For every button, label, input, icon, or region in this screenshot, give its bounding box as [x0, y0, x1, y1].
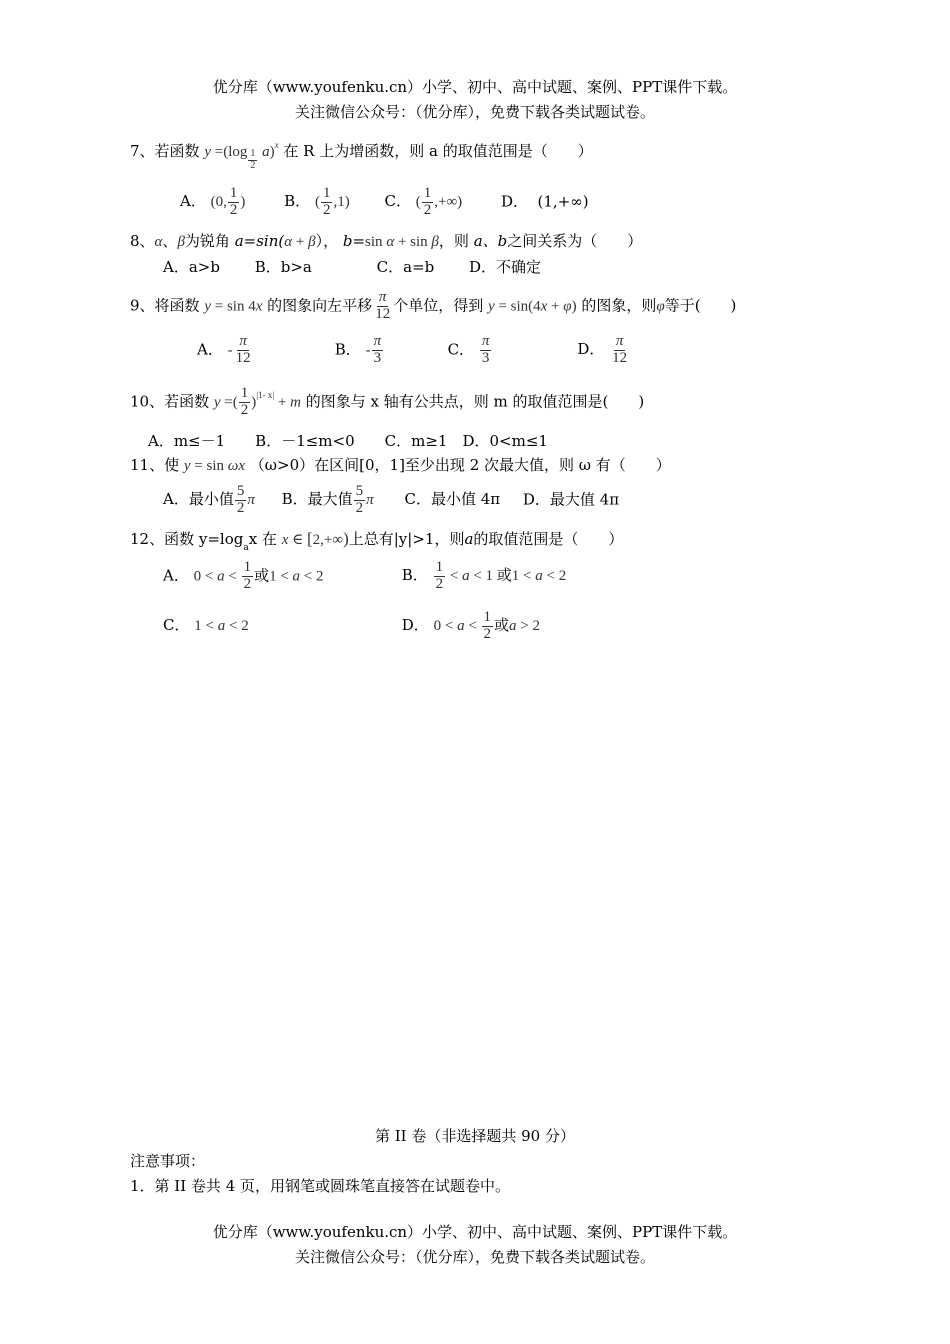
q9-mid-3: 的图象，则 [581, 296, 657, 315]
q8-stem-g: a、b [473, 232, 508, 250]
question-10: 10、若函数 y =( $\frac{1}{2}$ )$^{|1- x|}$ + m 的图象与 x 轴有公共点，则 m 的取值范围是( ) [130, 385, 645, 418]
section-2-title: 第 II 卷（非选择题共 90 分） [374, 1127, 575, 1145]
q10-options: A．m≤－1 B．－1≤m<0 C．m≥1 D．0<m≤1 [148, 432, 548, 450]
q11-option-d: D．最大值 4π [522, 490, 620, 509]
q12-or-a: 或 [254, 566, 270, 585]
q9-options: A． - $\frac{\pi}{12}$ B． - $\frac{\pi}{3}$ C． $\frac{\pi}{3}$ D． $\frac{\pi}{12}$ [197, 333, 628, 366]
q8-stem-c: a=sin( [234, 232, 285, 250]
q11-mid: （ω>0）在区间[0，1]至少出现 2 次最大值，则 ω 有（ ） [249, 456, 671, 474]
q12-or-d: 或 [494, 616, 510, 635]
question-8: 8、α、β为锐角 a=sin(α + β）， b=sin α + sin β，则 a、b之间关系为（ ） [130, 232, 643, 250]
q9-number: 9、将函数 [130, 296, 200, 315]
q11-option-a: A．最小值 [163, 490, 234, 509]
q8-options [163, 256, 541, 277]
q11-option-b: B．最大值 [281, 490, 353, 509]
header-line-2: 关注微信公众号：（优分库），免费下载各类试题试卷。 [294, 103, 655, 121]
question-12: 12、函数 $y=\log_ax$ 在 x ∈ [2,+∞)上总有|y|>1，则a的取值范围是（ ） [130, 529, 624, 553]
q7-option-c-label: C． [384, 192, 411, 211]
section-2-item-1: 1．第 II 卷共 4 页，用钢笔或圆珠笔直接答在试题卷中。 [130, 1177, 511, 1195]
q12-options-row-2: C． 1 < a < 2 D． 0 < a < $\frac{1}{2}$ 或a > 2 [163, 609, 541, 642]
q12-option-d-label: D． [401, 616, 429, 635]
q7-option-d-label: D． [500, 192, 528, 211]
q8-option-d: D．不确定 [469, 258, 542, 276]
q8-stem-b: 为锐角 [184, 232, 230, 250]
q12-log-base: a [243, 543, 249, 553]
q12-option-b-label: B． [401, 566, 428, 585]
q9-option-d-label: D． [577, 340, 605, 359]
q8-number: 8、 [130, 232, 155, 250]
q8-stem-e: b= [342, 232, 366, 250]
q11-option-c: C．最小值 4π [404, 490, 501, 509]
header-line-1: 优分库（www.youfenku.cn）小学、初中、高中试题、案例、PPT课件下载。 [212, 78, 738, 96]
q9-option-a-label: A． [197, 340, 223, 359]
q7-option-b-label: B． [284, 192, 311, 211]
q12-var-a: a [464, 530, 474, 548]
q7-stem-text: 在 R 上为增函数，则 a 的取值范围是（ ） [283, 142, 593, 160]
q12-number: 12、函数 y=log [130, 530, 244, 548]
section-2-notice: 注意事项： [130, 1152, 206, 1170]
q9-option-c-label: C． [447, 340, 475, 359]
q8-option-b: B．b>a [254, 258, 312, 276]
q8-option-c: C．a=b [376, 258, 435, 276]
q8-stem-d: ）， [315, 232, 339, 250]
q7-option-a-label: A． [180, 192, 206, 211]
q8-option-a: A．a>b [163, 258, 220, 276]
q12-option-a-label: A． [163, 566, 189, 585]
q9-end: 等于( ) [664, 296, 737, 315]
q7-formula: y [204, 144, 211, 160]
footer-line-1: 优分库（www.youfenku.cn）小学、初中、高中试题、案例、PPT课件下载。 [212, 1223, 738, 1241]
q12-mid-2: 上总有|y|>1，则 [348, 530, 465, 548]
q12-mid-1: x 在 [248, 530, 277, 548]
q8-stem-h: 之间关系为（ ） [507, 232, 643, 250]
q10-number: 10、若函数 [130, 392, 210, 411]
q9-mid-2: 个单位，得到 [393, 296, 484, 315]
q7-option-d-value: (1,+∞) [537, 192, 589, 211]
question-9: 9、将函数 y = sin 4x 的图象向左平移 $\frac{\pi}{12}$ 个单位，得到 y = sin(4x + φ) 的图象，则φ等于( ) [130, 289, 737, 322]
q7-options: A． (0, $\frac{1}{2}$ ) B． ( $\frac{1}{2}$ ,1) C． ( $\frac{1}{2}$ ,+∞) D． (1,+∞) [180, 185, 589, 218]
q12-options-row-1: A． 0 < a < $\frac{1}{2}$ 或1 < a < 2 B． $\frac{1}{2}$ < a < 1 或1 < a < 2 [163, 559, 567, 592]
q7-log-base: $\frac{1}{2}$ [250, 148, 256, 171]
q11-number: 11、使 [130, 456, 180, 474]
q8-stem-a: 、 [162, 232, 178, 250]
q9-option-b-label: B． [334, 340, 361, 359]
q12-option-c-label: C． [163, 616, 190, 635]
q9-mid-1: 的图象向左平移 [267, 296, 373, 315]
q12-end: 的取值范围是（ ） [473, 530, 624, 548]
question-7: 7、若函数 y =(log $\frac{1}{2}$ a)$^x$ 在 R 上为增函数，则 a 的取值范围是（ ） [130, 140, 593, 171]
question-11: 11、使 y = sin ωx （ω>0）在区间[0，1]至少出现 2 次最大值，则 ω 有（ ） [130, 456, 671, 474]
q11-options: A．最小值 $\frac{5}{2}$ π B．最大值 $\frac{5}{2}$ π C．最小值 4π D．最大值 4π [163, 483, 620, 516]
q7-number: 7、若函数 [130, 142, 200, 160]
q10-end: 的图象与 x 轴有公共点，则 m 的取值范围是( ) [305, 392, 645, 411]
q8-stem-f: ，则 [438, 232, 469, 250]
footer-line-2: 关注微信公众号：（优分库），免费下载各类试题试卷。 [294, 1248, 655, 1266]
q12-or-b: 或 [496, 566, 512, 585]
